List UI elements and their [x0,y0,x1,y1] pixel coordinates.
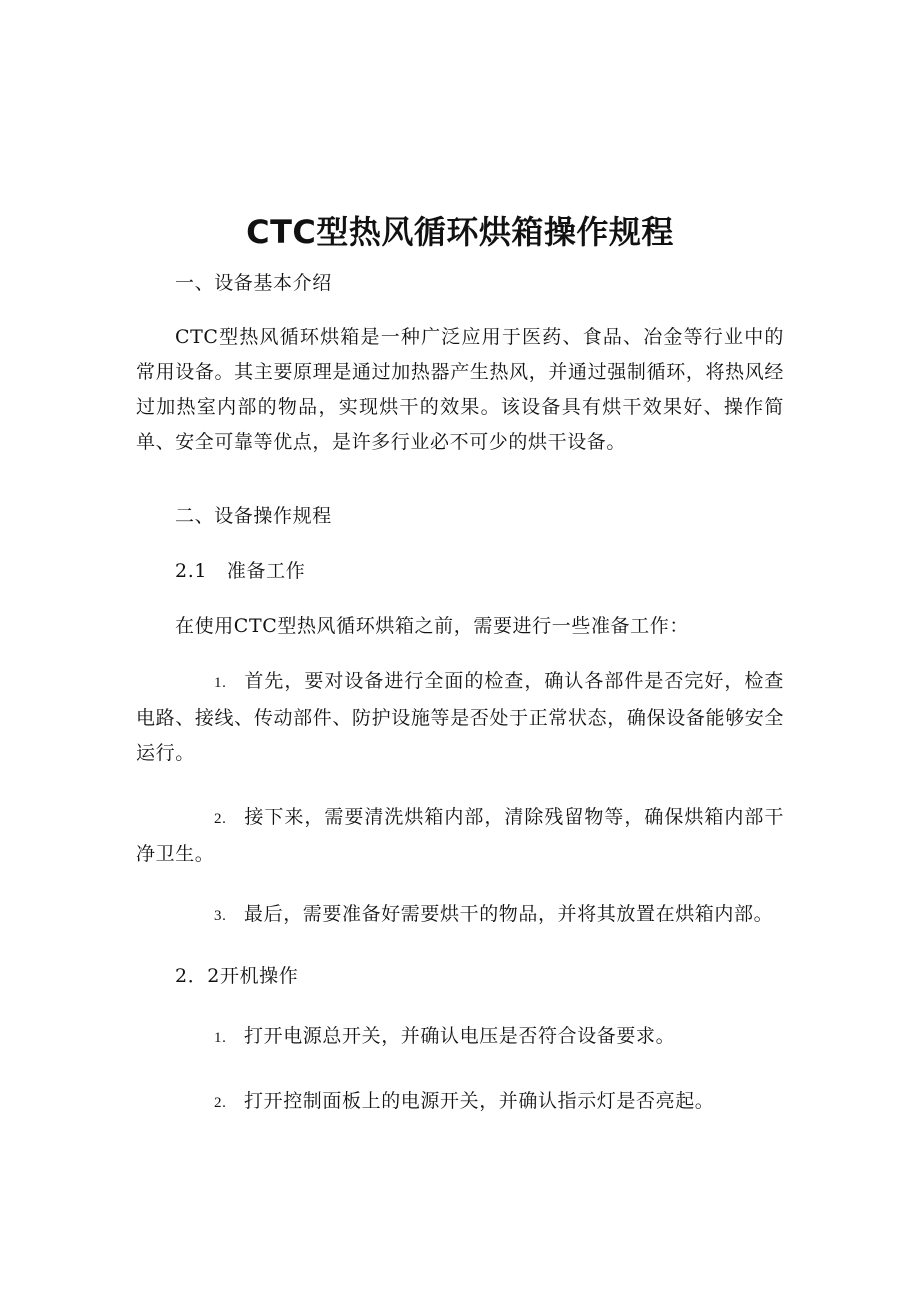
list-item-text: 首先，要对设备进行全面的检查，确认各部件是否完好，检查电路、接线、传动部件、防护设施等是否处于正常状态，确保设备能够安全运行。 [136,670,784,764]
list-item-text: 最后，需要准备好需要烘干的物品，并将其放置在烘箱内部。 [244,903,774,925]
section-heading-procedure: 二、设备操作规程 [175,505,332,527]
document-title: CTC型热风循环烘箱操作规程 [246,213,674,251]
list-item [136,1084,784,1121]
list-item-number: 1. [214,675,227,691]
list-item [136,664,784,771]
subsection-heading-startup: 2．2开机操作 [175,965,299,987]
list-item-number: 3. [214,908,227,924]
list-item-number: 1. [214,1030,227,1046]
list-item-text: 打开电源总开关，并确认电压是否符合设备要求。 [244,1025,676,1047]
list-item-text: 接下来，需要清洗烘箱内部，清除残留物等，确保烘箱内部干净卫生。 [136,806,784,865]
list-item [136,1019,784,1056]
list-item-text: 打开控制面板上的电源开关，并确认指示灯是否亮起。 [244,1090,715,1112]
preparation-intro: 在使用CTC型热风循环烘箱之前，需要进行一些准备工作： [175,615,689,637]
list-item-number: 2. [214,1095,227,1111]
list-item-number: 2. [214,811,227,827]
subsection-heading-preparation: 2.1 准备工作 [175,560,306,582]
list-item [136,897,784,934]
intro-paragraph: CTC型热风循环烘箱是一种广泛应用于医药、食品、冶金等行业中的常用设备。其主要原理是通过加热器产生热风，并通过强制循环，将热风经过加热室内部的物品，实现烘干的效果。该设备具有烘干效果好、操作简单、安全可靠等优点，是许多行业必不可少的烘干设备。 [136,326,784,453]
section-heading-intro: 一、设备基本介绍 [175,272,332,294]
list-item [136,800,784,872]
